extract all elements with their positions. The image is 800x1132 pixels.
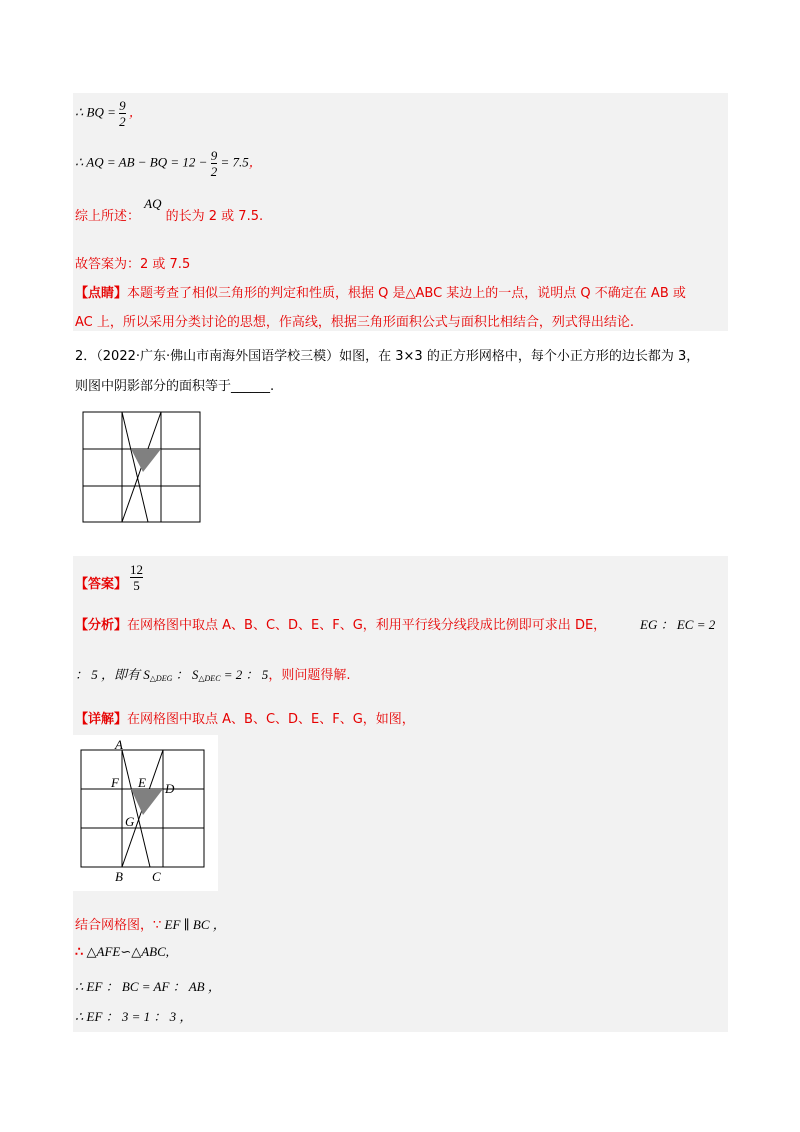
label-E: E: [138, 775, 146, 790]
detail-line-1: 【详解】在网格图中取点 A、B、C、D、E、F、G，如图，: [75, 712, 415, 727]
comment-line-2: AC 上，所以采用分类讨论的思想，作高线，根据三角形面积公式与面积比相结合，列式得出结论.: [75, 315, 635, 330]
analysis-ratio: EG ： EC = 2: [640, 617, 716, 632]
bq-line: ∴ BQ = $\frac{9}{2}$ ，: [75, 98, 142, 129]
summary-line: 综上所述： AQ 的长为 2 或 7.5.: [75, 196, 264, 224]
answer-line: 故答案为：2 或 7.5: [75, 257, 191, 272]
problem-2-line-1: 2．（2022·广东·佛山市南海外国语学校三模）如图，在 3×3 的正方形网格中，每个小正方形的边长都为 3，: [75, 349, 700, 364]
analysis-line-1: 【分析】在网格图中取点 A、B、C、D、E、F、G，利用平行线分线段成比例即可求出 DE，: [75, 618, 607, 633]
label-A: A: [115, 737, 123, 752]
comment-line-1: 【点睛】本题考查了相似三角形的判定和性质，根据 Q 是△ABC 某边上的一点，说明点 Q 不确定在 AB 或: [75, 286, 686, 301]
label-G: G: [125, 814, 135, 829]
step-2: ∴ △AFE∽△ABC,: [75, 944, 170, 959]
problem-2-line-2: 则图中阴影部分的面积等于______.: [75, 379, 275, 394]
label-F: F: [111, 775, 119, 790]
label-B: B: [115, 869, 123, 884]
fraction-9-2: $\frac{9}{2}$: [119, 98, 126, 129]
grid-figure-2: [73, 735, 218, 891]
label-C: C: [152, 869, 161, 884]
step-4: ∴ EF ： 3 = 1 ： 3 ，: [75, 1009, 193, 1024]
grid-figure-1: [80, 409, 202, 525]
step-3: ∴ EF ： BC = AF ： AB ，: [75, 979, 221, 994]
aq-line: ∴ AQ = AB − BQ = 12 − $\frac{9}{2}$ = 7.5，: [75, 148, 262, 179]
step-1: 结合网格图，∵ EF ∥ BC ，: [75, 917, 226, 933]
fraction-9-2: $\frac{9}{2}$: [210, 148, 218, 179]
analysis-line-2: ： 5 ，即有 $S_{\triangle DEG}$ ： $S_{\triangle DEC} = 2$ ： 5，则问题得解.: [75, 667, 351, 683]
answer-fraction: $\frac{12}{5}$: [130, 562, 143, 593]
label-D: D: [165, 781, 175, 796]
answer-tag: 【答案】: [75, 577, 128, 592]
